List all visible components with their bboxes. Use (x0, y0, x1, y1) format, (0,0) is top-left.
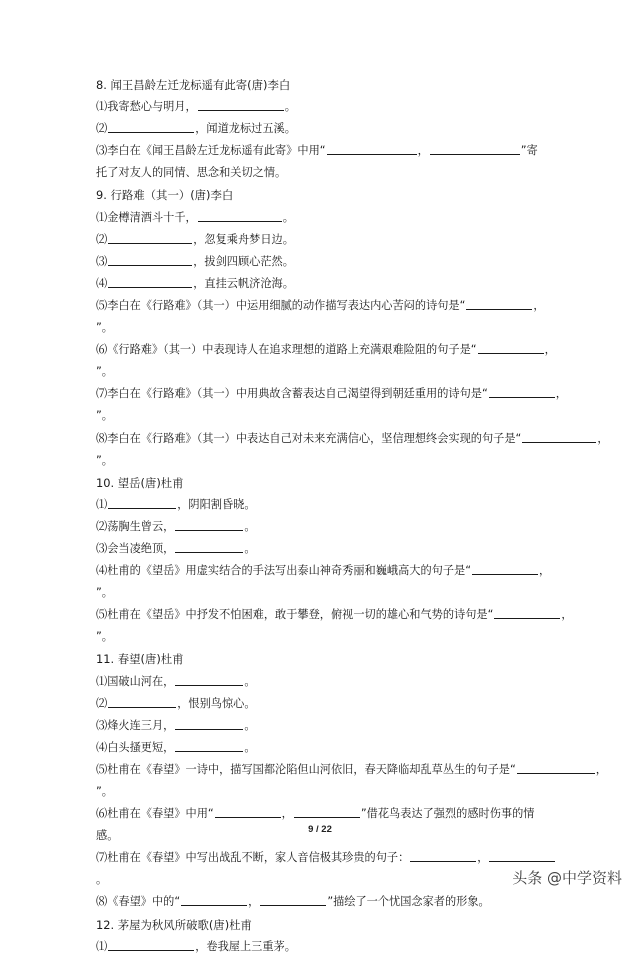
question-text: ⑻李白在《行路难》（其一）中表达自己对未来充满信心，坚信理想终会实现的句子是“ (96, 431, 522, 445)
question-text: ，直挂云帆济沧海。 (193, 276, 294, 290)
question-text: ⑵荡胸生曾云， (96, 519, 175, 533)
answer-blank[interactable] (108, 275, 192, 288)
section-heading: 8. 闻王昌龄左迁龙标遥有此寄(唐)李白 (96, 78, 291, 92)
question-line (96, 516, 576, 538)
question-text: 。 (244, 718, 256, 732)
answer-blank[interactable] (175, 739, 243, 752)
answer-blank[interactable] (198, 209, 282, 222)
question-line (96, 560, 576, 582)
question-text: ， (544, 343, 556, 357)
section-heading: 9. 行路难（其一）(唐)李白 (96, 188, 234, 203)
question-text: ⑶会当凌绝顶， (96, 541, 175, 555)
question-text: ，恨别鸟惊心。 (177, 696, 256, 710)
answer-blank[interactable] (478, 341, 544, 354)
question-text: ⑵ (96, 232, 108, 246)
question-text: 。 (282, 210, 294, 224)
answer-blank[interactable] (466, 297, 532, 310)
watermark: 头条 @中学资料 (512, 869, 622, 887)
answer-blank[interactable] (294, 805, 360, 818)
question-line (96, 361, 576, 383)
question-line (96, 140, 576, 162)
answer-blank[interactable] (410, 849, 476, 862)
question-text: ”。 (96, 785, 113, 798)
question-text: ⑶烽火连三月， (96, 718, 175, 732)
question-text: ⑸李白在《行路难》（其一）中运用细腻的动作描写表达内心苦闷的诗句是“ (96, 298, 466, 312)
question-text: ⑶李白在《闻王昌龄左迁龙标遥有此寄》中用“ (96, 144, 326, 158)
section-heading: 11. 春望(唐)杜甫 (96, 652, 184, 667)
question-line (96, 671, 576, 693)
answer-blank[interactable] (108, 253, 192, 266)
question-line (96, 604, 576, 626)
question-text: ， (533, 298, 545, 312)
question-line (96, 891, 576, 913)
question-line (96, 869, 576, 891)
question-line (96, 405, 576, 427)
question-text: ， (281, 807, 293, 821)
question-text: ⑷ (96, 276, 108, 290)
page-number: 9 / 22 (308, 824, 332, 835)
answer-blank[interactable] (198, 98, 284, 111)
answer-blank[interactable] (517, 761, 595, 774)
question-line (96, 428, 609, 450)
question-line (96, 383, 576, 405)
question-text: ”。 (96, 321, 113, 335)
question-text: ”描绘了一个忧国念家者的形象。 (327, 895, 490, 909)
answer-blank[interactable] (494, 606, 560, 619)
answer-blank[interactable] (430, 142, 520, 155)
question-text: ⑵ (96, 122, 108, 136)
question-text: ⑷白头搔更短， (96, 740, 175, 754)
question-line (96, 538, 576, 560)
question-text: ⑴我寄愁心与明月， (96, 100, 197, 114)
answer-blank[interactable] (489, 849, 555, 862)
question-text: ， (539, 564, 551, 578)
question-line (96, 759, 607, 781)
question-line (96, 317, 576, 339)
answer-blank[interactable] (327, 142, 417, 155)
section-heading: 10. 望岳(唐)杜甫 (96, 475, 184, 490)
answer-blank[interactable] (522, 430, 596, 443)
question-text: 。 (244, 541, 256, 555)
question-text: ，忽复乘舟梦日边。 (193, 232, 294, 246)
section-heading: 12. 茅屋为秋风所破歌(唐)杜甫 (96, 917, 252, 932)
question-line (96, 781, 576, 803)
question-text: ， (417, 144, 429, 158)
question-line (96, 339, 576, 361)
question-text: ⑺李白在《行路难》（其一）中用典故含蓄表达自己渴望得到朝廷重用的诗句是“ (96, 387, 488, 401)
question-text: ”。 (96, 453, 113, 467)
question-text: 。 (284, 100, 296, 114)
question-text: ”。 (96, 630, 113, 644)
question-text: ⑸杜甫在《望岳》中抒发不怕困难，敢于攀登，俯视一切的雄心和气势的诗句是“ (96, 608, 494, 622)
question-line (96, 693, 576, 715)
question-line (96, 207, 576, 229)
answer-blank[interactable] (215, 805, 281, 818)
question-line (96, 847, 576, 869)
answer-blank[interactable] (175, 518, 243, 531)
question-line (96, 450, 576, 472)
question-text: ⑴ (96, 939, 108, 953)
question-line (96, 162, 576, 184)
answer-blank[interactable] (472, 562, 538, 575)
question-line (96, 737, 576, 759)
question-text: ⑴金樽清酒斗十千， (96, 210, 197, 224)
answer-blank[interactable] (108, 695, 176, 708)
question-text: ， (595, 762, 607, 776)
question-text: ”。 (96, 365, 113, 379)
question-line (96, 494, 576, 516)
question-text: ， (597, 431, 609, 445)
question-text: ”寄 (520, 144, 538, 158)
answer-blank[interactable] (108, 496, 176, 509)
question-text: 。 (244, 519, 256, 533)
question-text: ”。 (96, 586, 113, 600)
question-text: ”。 (96, 409, 113, 423)
question-text: ⑵ (96, 696, 108, 710)
question-text: ”借花鸟表达了强烈的感时伤事的情 (360, 807, 535, 821)
question-line (96, 582, 576, 604)
answer-blank[interactable] (108, 120, 194, 133)
question-line (96, 273, 576, 295)
question-text: 托了对友人的同情、思念和关切之情。 (96, 166, 287, 180)
question-line (96, 118, 576, 140)
answer-blank[interactable] (175, 540, 243, 553)
question-text: ， (248, 895, 260, 909)
question-text: ⑹杜甫在《春望》中用“ (96, 807, 214, 821)
question-text: ⑻《春望》中的“ (96, 895, 181, 909)
answer-blank[interactable] (108, 938, 194, 951)
answer-blank[interactable] (108, 231, 192, 244)
question-text: 。 (244, 740, 256, 754)
question-text: ，卷我屋上三重茅。 (195, 939, 296, 953)
question-text: ⑷杜甫的《望岳》用虚实结合的手法写出泰山神奇秀丽和巍峨高大的句子是“ (96, 564, 471, 578)
answer-blank[interactable] (175, 717, 243, 730)
question-text: ⑺杜甫在《春望》中写出战乱不断，家人音信极其珍贵的句子： (96, 851, 410, 865)
question-text: ⑴国破山河在， (96, 674, 175, 688)
answer-blank[interactable] (175, 673, 243, 686)
question-text: ， (561, 608, 573, 622)
question-text: ，闻道龙标过五溪。 (195, 122, 296, 136)
question-text: 感。 (96, 829, 119, 843)
question-text: ⑴ (96, 497, 108, 511)
question-text: ，拔剑四顾心茫然。 (193, 254, 294, 268)
question-line (96, 626, 576, 648)
question-line (96, 803, 576, 825)
question-text: 。 (96, 873, 108, 887)
question-text: ，阴阳割昏晓。 (177, 497, 256, 511)
question-text: ， (555, 387, 567, 401)
question-line (96, 229, 576, 251)
question-text: 。 (244, 674, 256, 688)
question-text: ， (477, 851, 489, 865)
question-line (96, 96, 576, 118)
question-line (96, 295, 576, 317)
question-text: ⑶ (96, 254, 108, 268)
question-line (96, 936, 576, 958)
question-text: ⑹《行路难》（其一）中表现诗人在追求理想的道路上充满艰难险阻的句子是“ (96, 343, 477, 357)
question-line (96, 251, 576, 273)
question-text: ⑸杜甫在《春望》一诗中，描写国都沦陷但山河依旧，春天降临却乱草丛生的句子是“ (96, 762, 516, 776)
question-line (96, 715, 576, 737)
answer-blank[interactable] (489, 385, 555, 398)
